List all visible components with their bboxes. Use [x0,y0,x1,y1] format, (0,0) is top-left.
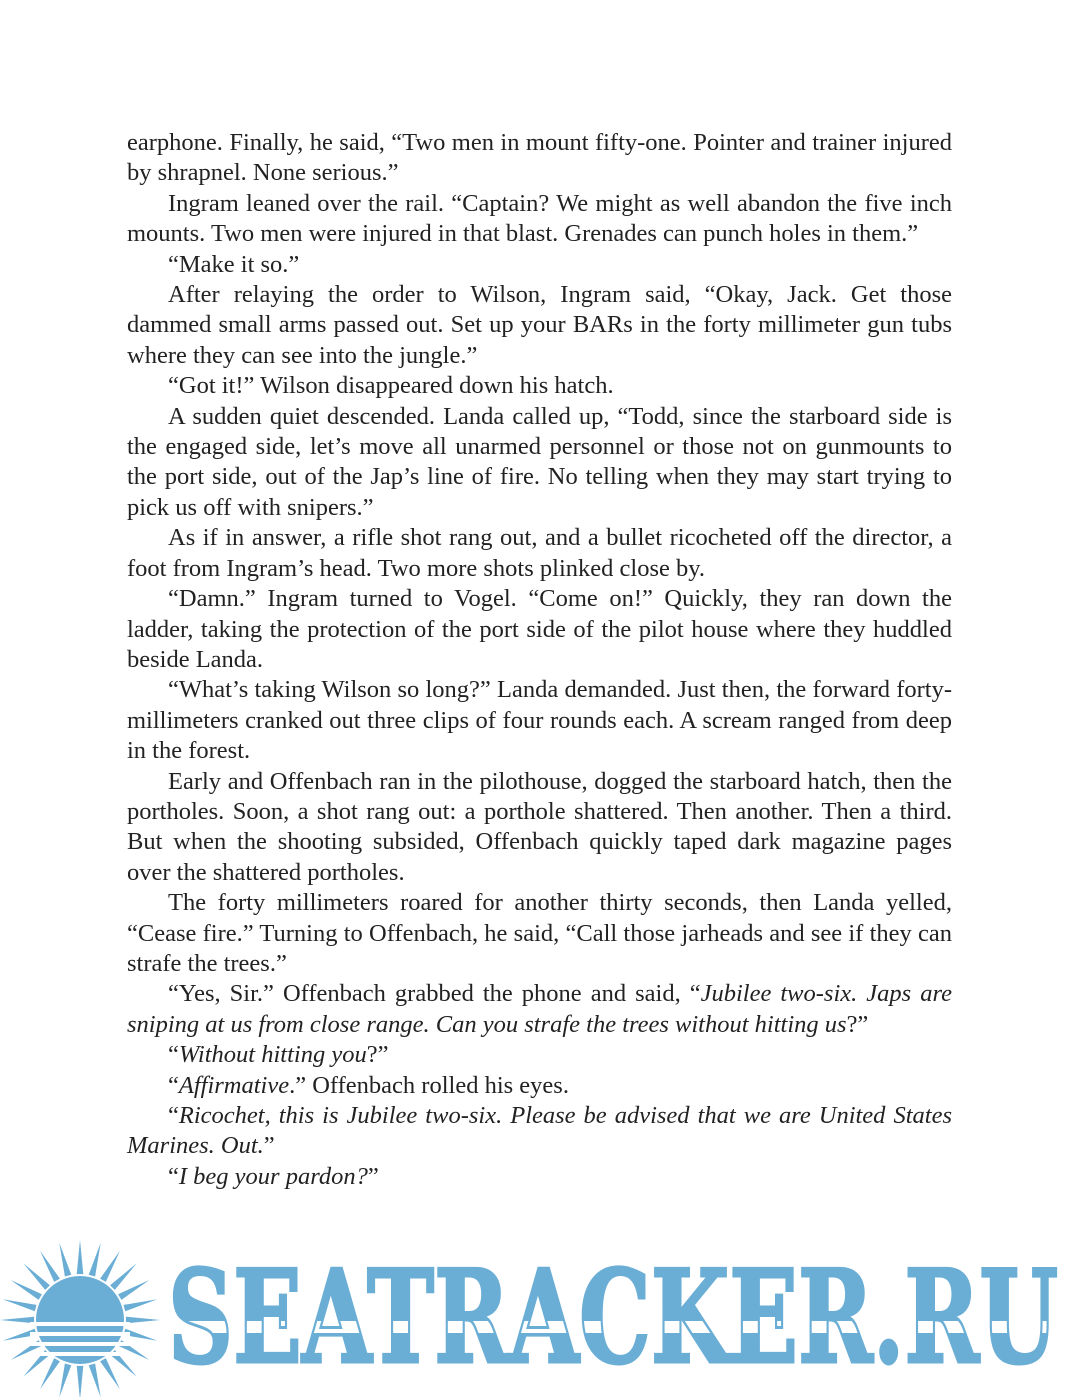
paragraph [127,1101,952,1162]
text-run: ?” [846,1010,869,1038]
text-run: “ [168,1041,179,1069]
text-run: .” Offenbach rolled his eyes. [289,1071,569,1099]
paragraph [127,1071,952,1101]
text-run: “Yes, Sir.” Offenbach grabbed the phone and said, “ [168,980,701,1008]
paragraph [127,888,952,979]
text-run: “Make it so.” [168,250,300,278]
italic-text: Jubilee two-six. Japs are sniping at us from close range. Can you strafe the trees without hitting us [127,980,952,1038]
text-run: “What’s taking Wilson so long?” Landa demanded. Just then, the forward forty-millimeters cranked out three clips of four rounds each. A scream ranged from deep in the forest. [127,676,952,765]
italic-text: Without hitting you [178,1041,367,1069]
paragraph [127,280,952,371]
svg-text:SEATRACKER.RU: SEATRACKER.RU [168,1258,1058,1378]
paragraph [127,523,952,584]
sun-burst-icon [0,1238,160,1397]
text-run: ” [367,1162,379,1190]
watermark-text [168,1258,1068,1378]
text-run: ?” [366,1041,389,1069]
paragraph [127,767,952,889]
paragraph [127,1040,952,1070]
text-run: The forty millimeters roared for another thirty seconds, then Landa yelled, “Cease fire.” Turning to Offenbach, he said, “Call those jarheads and see if they can strafe the trees.” [127,889,952,977]
text-run: A sudden quiet descended. Landa called up, “Todd, since the starboard side is the engaged side, let’s move all unarmed personnel or those not on gunmounts to the port side, out of the Jap’s line of fire. No telling when they may start trying to pick us off with snipers.” [127,402,952,521]
text-run: Early and Offenbach ran in the pilothouse, dogged the starboard hatch, then the portholes. Soon, a shot rang out: a porthole shattered. Then another. Then a third. But when the shooting subsided, Offenbach quickly taped dark magazine pages over the shattered portholes. [127,767,952,886]
text-run: “ [168,1162,179,1190]
paragraph [127,1162,952,1192]
text-run: “Damn.” Ingram turned to Vogel. “Come on!” Quickly, they ran down the ladder, taking the protection of the port side of the pilot house where they huddled beside Landa. [127,585,952,673]
text-run: “ [168,1071,179,1099]
paragraph [127,128,952,189]
text-run: ” [263,1132,275,1160]
italic-text: Affirmative [178,1071,290,1099]
paragraph [127,979,952,1040]
text-run: After relaying the order to Wilson, Ingram said, “Okay, Jack. Get those dammed small arms passed out. Set up your BARs in the forty millimeter gun tubs where they can see into the jungle.” [127,281,952,369]
text-run: “ [168,1102,179,1129]
watermark [0,1238,1080,1397]
paragraph [127,675,952,766]
italic-text: I beg your pardon? [178,1162,368,1190]
paragraph [127,371,952,401]
italic-text: Ricochet, this is Jubilee two-six. Please be advised that we are United States Marines. Out. [127,1102,952,1160]
paragraph [127,402,952,524]
text-run: “Got it!” Wilson disappeared down his hatch. [168,372,614,400]
text-run: earphone. Finally, he said, “Two men in mount fifty-one. Pointer and trainer injured by shrapnel. None serious.” [127,129,952,187]
text-run: As if in answer, a rifle shot rang out, and a bullet ricocheted off the director, a foot from Ingram’s head. Two more shots plinked close by. [127,524,952,582]
paragraph [127,250,952,280]
paragraph [127,189,952,250]
paragraph [127,584,952,675]
book-page-text [127,128,952,1192]
text-run: Ingram leaned over the rail. “Captain? We might as well abandon the five inch mounts. Two men were injured in that blast. Grenades can punch holes in them.” [127,189,952,248]
